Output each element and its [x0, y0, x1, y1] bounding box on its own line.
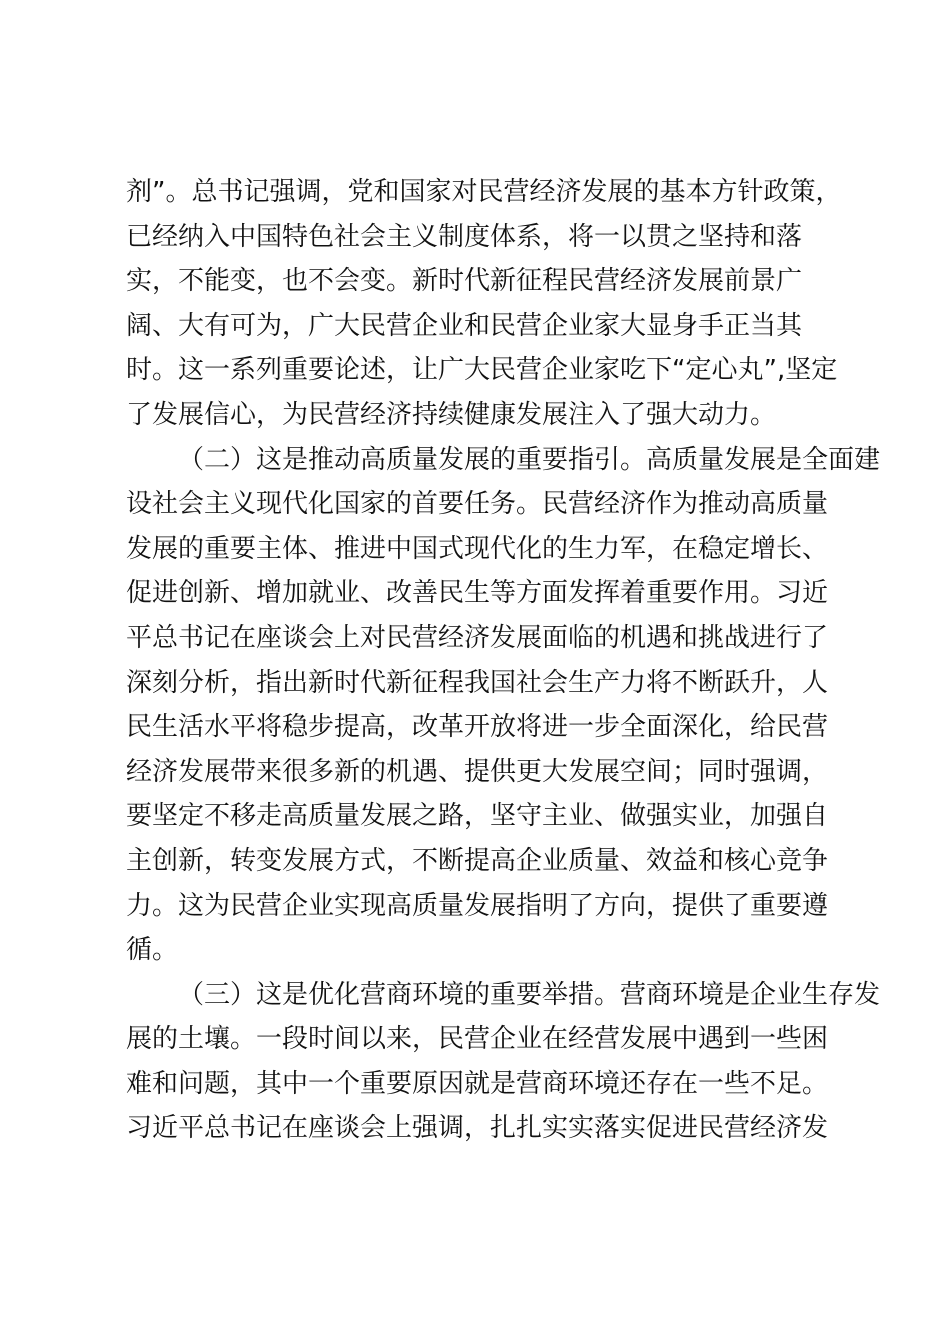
- paragraph-2-line: 促进创新、增加就业、改善民生等方面发挥着重要作用。习近: [126, 578, 829, 609]
- paragraph-1-line: 已经纳入中国特色社会主义制度体系，将一以贯之坚持和落: [126, 221, 803, 252]
- paragraph-1-line: 实，不能变，也不会变。新时代新征程民营经济发展前景广: [126, 266, 803, 297]
- paragraph-3-first-line: [126, 973, 881, 1018]
- paragraph-2-line: 循。: [126, 935, 179, 966]
- paragraph-2-line: 高质量发展是全面建: [646, 444, 881, 475]
- paragraph-2-line: 发展的重要主体、推进中国式现代化的生力军，在稳定增长、: [126, 533, 829, 564]
- paragraph-3-line: 习近平总书记在座谈会上强调，扎扎实实落实促进民营经济发: [126, 1113, 829, 1144]
- paragraph-3: [126, 973, 881, 1151]
- paragraph-1-line: 时。这一系列重要论述，让广大民营企业家吃下“定心丸”,坚定: [126, 355, 838, 386]
- paragraph-2-line: 深刻分析，指出新时代新征程我国社会生产力将不断跃升，人: [126, 667, 829, 698]
- paragraph-3-line: 展的土壤。一段时间以来，民营企业在经营发展中遇到一些困: [126, 1024, 829, 1055]
- paragraph-2-line: 要坚定不移走高质量发展之路，坚守主业、做强实业，加强自: [126, 801, 829, 832]
- section-heading-2: （二）这是推动高质量发展的重要指引。: [178, 444, 647, 475]
- paragraph-3-line: 难和问题，其中一个重要原因就是营商环境还存在一些不足。: [126, 1068, 829, 1099]
- paragraph-2-line: 经济发展带来很多新的机遇、提供更大发展空间；同时强调，: [126, 756, 829, 787]
- paragraph-2-line: 民生活水平将稳步提高，改革开放将进一步全面深化，给民营: [126, 712, 829, 743]
- paragraph-2-line: 设社会主义现代化国家的首要任务。民营经济作为推动高质量: [126, 489, 829, 520]
- paragraph-1-line: 了发展信心，为民营经济持续健康发展注入了强大动力。: [126, 399, 777, 430]
- section-heading-3: （三）这是优化营商环境的重要举措。: [178, 979, 621, 1010]
- paragraph-1: [126, 170, 842, 438]
- paragraph-2-line: 平总书记在座谈会上对民营经济发展面临的机遇和挑战进行了: [126, 622, 829, 653]
- paragraph-1-line: 剂”。总书记强调，党和国家对民营经济发展的基本方针政策，: [126, 177, 842, 207]
- paragraph-3-line: 营商环境是企业生存发: [620, 979, 881, 1010]
- paragraph-2-line: 力。这为民营企业实现高质量发展指明了方向，提供了重要遵: [126, 890, 829, 921]
- document-page: [126, 170, 881, 1151]
- paragraph-2: [126, 438, 881, 973]
- paragraph-1-line: 阔、大有可为，广大民营企业和民营企业家大显身手正当其: [126, 310, 803, 341]
- paragraph-2-line: 主创新，转变发展方式，不断提高企业质量、效益和核心竞争: [126, 845, 829, 876]
- paragraph-2-first-line: [126, 438, 881, 483]
